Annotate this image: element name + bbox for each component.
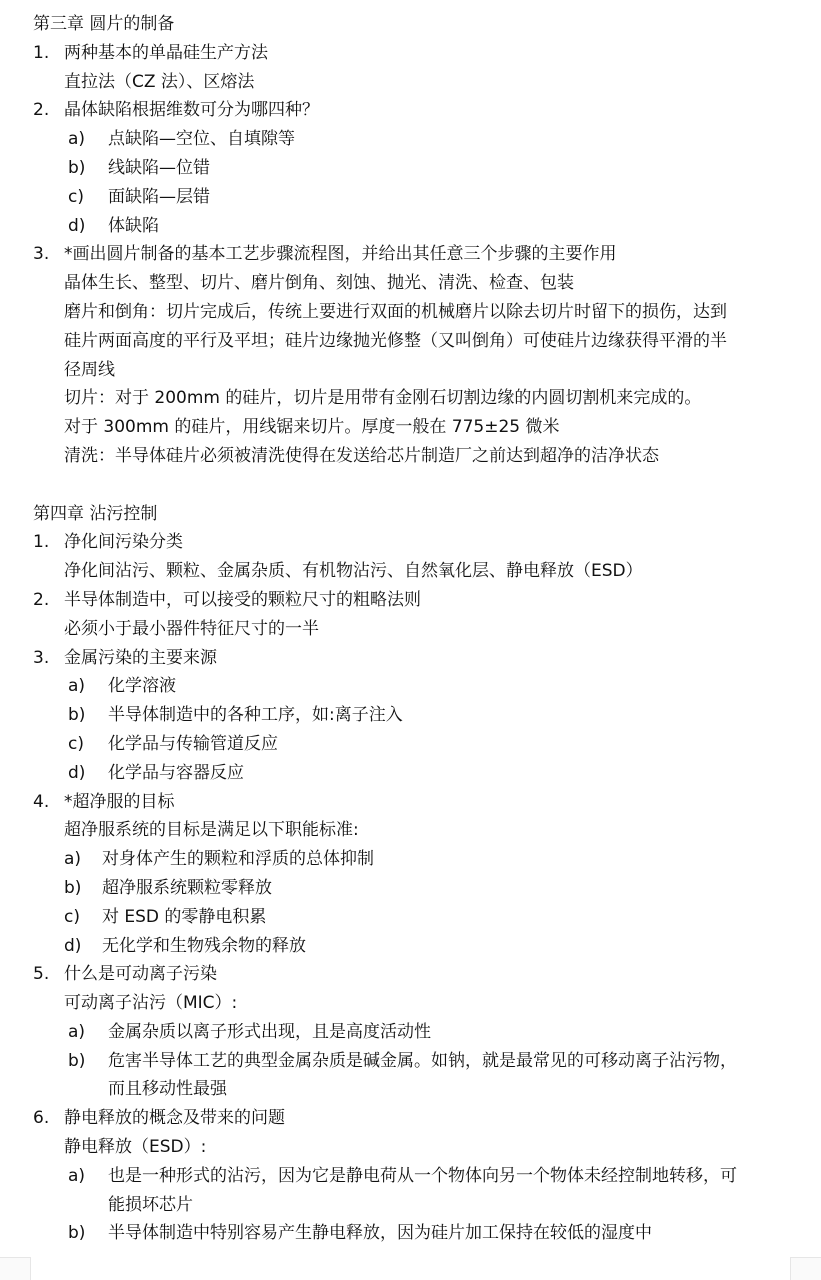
answer-text: 磨片和倒角：切片完成后，传统上要进行双面的机械磨片以除去切片时留下的损伤，达到	[64, 301, 727, 322]
list-item-label: a)	[68, 1021, 86, 1042]
list-item-text: 对身体产生的颗粒和浮质的总体抑制	[102, 849, 374, 870]
list-item-text: 危害半导体工艺的典型金属杂质是碱金属。如钠，就是最常见的可移动离子沾污物，	[108, 1050, 737, 1071]
answer-text: 硅片两面高度的平行及平坦；硅片边缘抛光修整（又叫倒角）可使硅片边缘获得平滑的半	[64, 330, 727, 351]
list-item-text: 能损坏芯片	[108, 1194, 193, 1215]
question-ch3-3	[0, 240, 821, 269]
list-item	[0, 1047, 821, 1076]
question-number: 1.	[33, 532, 50, 553]
list-item-text: 体缺陷	[108, 215, 159, 236]
list-item	[0, 1018, 821, 1047]
list-item	[0, 730, 821, 759]
list-item	[0, 212, 821, 241]
list-item	[0, 759, 821, 788]
list-item-text: 也是一种形式的沾污，因为它是静电荷从一个物体向另一个物体未经控制地转移，可	[108, 1165, 737, 1186]
list-item-text: 化学溶液	[108, 676, 176, 697]
list-item	[0, 932, 821, 961]
list-item-text: 无化学和生物残余物的释放	[102, 935, 306, 956]
list-item-continuation	[0, 1075, 821, 1104]
question-number: 6.	[33, 1108, 50, 1129]
list-item-text: 超净服系统颗粒零释放	[102, 877, 272, 898]
list-item-label: d)	[68, 215, 86, 236]
list-item	[0, 183, 821, 212]
list-item-label: b)	[68, 1050, 86, 1071]
list-item-text: 面缺陷—层错	[108, 186, 210, 207]
list-item	[0, 125, 821, 154]
answer-text: 清洗：半导体硅片必须被清洗使得在发送给芯片制造厂之前达到超净的洁净状态	[64, 445, 659, 466]
question-ch4-2	[0, 586, 821, 615]
list-item-label: d)	[64, 935, 82, 956]
list-item-continuation	[0, 1191, 821, 1220]
question-number: 1.	[33, 42, 50, 63]
answer-intro: 静电释放（ESD）:	[64, 1137, 207, 1158]
question-number: 2.	[33, 100, 50, 121]
answer-text: 必须小于最小器件特征尺寸的一半	[64, 618, 319, 639]
question-number: 2.	[33, 589, 50, 610]
list-item-text: 化学品与容器反应	[108, 762, 244, 783]
list-item-text: 半导体制造中的各种工序，如:离子注入	[108, 705, 403, 726]
list-item-text: 线缺陷—位错	[108, 157, 210, 178]
list-item-label: a)	[68, 129, 86, 150]
answer-text: 切片：对于 200mm 的硅片，切片是用带有金刚石切割边缘的内圆切割机来完成的。	[64, 388, 702, 409]
list-item	[0, 874, 821, 903]
question-number: 3.	[33, 647, 50, 668]
question-number: 5.	[33, 964, 50, 985]
answer-text: 对于 300mm 的硅片，用线锯来切片。厚度一般在 775±25 微米	[64, 417, 560, 438]
document-content	[0, 10, 821, 1248]
question-ch4-4	[0, 788, 821, 817]
question-ch3-2	[0, 96, 821, 125]
answer-text: 晶体生长、整型、切片、磨片倒角、刻蚀、抛光、清洗、检查、包装	[64, 273, 574, 294]
page-corner-left	[0, 1257, 31, 1280]
list-item	[0, 903, 821, 932]
list-item-text: 点缺陷—空位、自填隙等	[108, 129, 295, 150]
page-corner-right	[790, 1257, 821, 1280]
list-item-label: c)	[64, 906, 80, 927]
question-ch4-1	[0, 528, 821, 557]
list-item-text: 对 ESD 的零静电积累	[102, 906, 267, 927]
chapter-3-title: 第三章 圆片的制备	[33, 14, 175, 34]
list-item-label: d)	[68, 762, 86, 783]
question-ch3-1	[0, 39, 821, 68]
list-item-label: b)	[68, 1223, 86, 1244]
list-item	[0, 672, 821, 701]
list-item	[0, 845, 821, 874]
question-text: 晶体缺陷根据维数可分为哪四种？	[64, 100, 319, 121]
question-ch4-5	[0, 960, 821, 989]
question-number: 4.	[33, 791, 50, 812]
list-item-text: 化学品与传输管道反应	[108, 733, 278, 754]
question-text: 两种基本的单晶硅生产方法	[64, 42, 268, 63]
list-item-label: c)	[68, 733, 84, 754]
list-item-label: a)	[68, 1165, 86, 1186]
question-text: 金属污染的主要来源	[64, 647, 217, 668]
list-item-label: a)	[68, 676, 86, 697]
list-item	[0, 701, 821, 730]
list-item-label: b)	[64, 877, 82, 898]
list-item-text: 半导体制造中特别容易产生静电释放，因为硅片加工保持在较低的湿度中	[108, 1223, 652, 1244]
question-text: 净化间污染分类	[64, 532, 183, 553]
question-text: 什么是可动离子污染	[64, 964, 217, 985]
question-text: *超净服的目标	[64, 791, 175, 812]
list-item	[0, 1162, 821, 1191]
list-item-text: 金属杂质以离子形式出现，且是高度活动性	[108, 1021, 431, 1042]
list-item-text: 而且移动性最强	[108, 1079, 227, 1100]
list-item-label: c)	[68, 186, 84, 207]
list-item-label: b)	[68, 157, 86, 178]
section-spacer	[0, 471, 821, 500]
answer-text: 径周线	[64, 359, 115, 380]
chapter-4-title: 第四章 沾污控制	[33, 503, 158, 524]
question-number: 3.	[33, 244, 50, 265]
list-item	[0, 1219, 821, 1248]
answer-text: 净化间沾污、颗粒、金属杂质、有机物沾污、自然氧化层、静电释放（ESD）	[64, 561, 643, 582]
question-text: 半导体制造中，可以接受的颗粒尺寸的粗略法则	[64, 589, 421, 610]
answer-text: 直拉法（CZ 法）、区熔法	[64, 71, 255, 92]
question-text: 静电释放的概念及带来的问题	[64, 1108, 285, 1129]
question-ch4-3	[0, 644, 821, 673]
question-ch4-6	[0, 1104, 821, 1133]
question-text: *画出圆片制备的基本工艺步骤流程图，并给出其任意三个步骤的主要作用	[64, 244, 617, 265]
list-item	[0, 154, 821, 183]
list-item-label: a)	[64, 849, 82, 870]
answer-intro: 可动离子沾污（MIC）:	[64, 993, 238, 1014]
answer-intro: 超净服系统的目标是满足以下职能标准:	[64, 820, 359, 841]
list-item-label: b)	[68, 705, 86, 726]
